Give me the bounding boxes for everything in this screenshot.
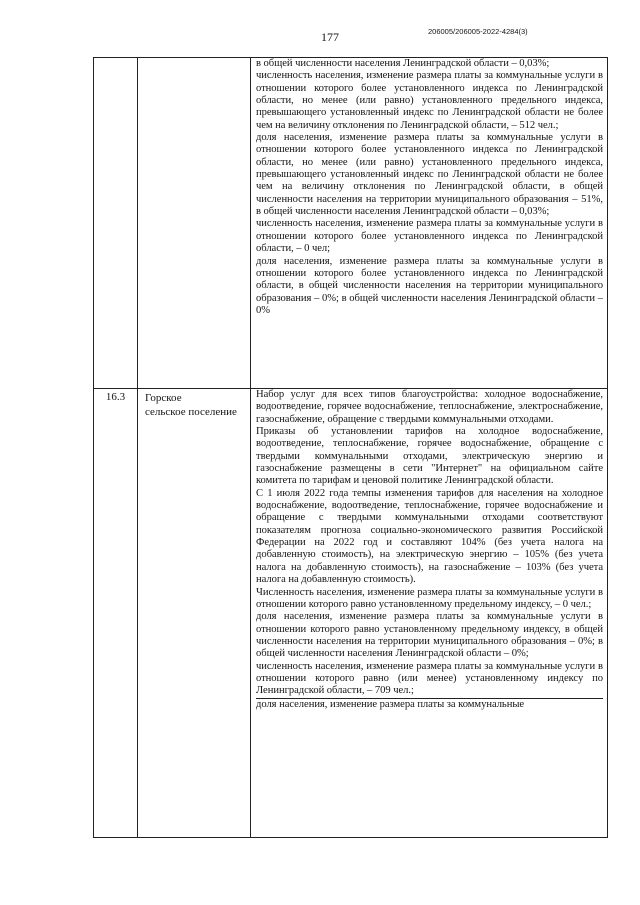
municipality-name-cell (138, 58, 251, 389)
paragraph: численность населения, изменение размера платы за коммунальные услуги в отношении которого более установленного индекса по Ленинградской области, – 0 чел; (256, 218, 603, 255)
municipality-name-line: сельское поселение (145, 406, 237, 418)
paragraph: доля населения, изменение размера платы за коммунальные услуги в отношении которого равно установленному предельному индексу, в общей численности населения на территории муниципального образования – 0%; в общей численности населения Ленинградской области – 0%; (256, 611, 603, 660)
paragraph: Приказы об установлении тарифов на холодное водоснабжение, водоотведение, теплоснабжение, горячее водоснабжение, обращение с твердыми коммунальными отходами, электрическую энергию и газоснабжение размещены в сети "Интернет" на официальном сайте комитета по тарифам и ценовой политике Ленинградской области. (256, 426, 603, 487)
municipality-name-cell (138, 389, 251, 838)
paragraph: доля населения, изменение размера платы за коммунальные услуги в отношении которого более установленного индекса по Ленинградской области, в общей численности населения на территории муниципального образования – 0%; в общей численности населения Ленинградской области – 0% (256, 255, 603, 316)
paragraph: численность населения, изменение размера платы за коммунальные услуги в отношении которого более установленного индекса по Ленинградской области, но менее (или равно) установленного предельного индекса, превышающего установленный индекс по Ленинградской области не более чем на величину отклонения по Ленинградской области, – 512 чел.; (256, 70, 603, 131)
paragraph: Численность населения, изменение размера платы за коммунальные услуги в отношении которого равно установленному предельному индексу, – 0 чел.; (256, 586, 603, 610)
description-cell (251, 389, 608, 838)
document-code: 206005/206005-2022-4284(3) (428, 27, 528, 36)
paragraph: доля населения, изменение размера платы за коммунальные услуги в отношении которого более установленного индекса по Ленинградской области, но менее (или равно) установленного предельного индекса, превышающего установленный индекс по Ленинградской области не более чем на величину отклонения по Ленинградской области, в общей численности населения на территории муниципального образования – 51%, в общей численности населения Ленинградской области – 0,03%; (256, 132, 603, 218)
description-cell (251, 58, 608, 389)
paragraph: доля населения, изменение размера платы за коммунальные (256, 698, 525, 710)
paragraph: Набор услуг для всех типов благоустройства: холодное водоснабжение, водоотведение, горячее водоснабжение, теплоснабжение, электроснабжение, газоснабжение, обращение с твердыми коммунальными отходами. (256, 389, 603, 425)
table-row (94, 389, 608, 838)
row-number-cell: 16.3 (94, 389, 138, 838)
paragraph: численность населения, изменение размера платы за коммунальные услуги в отношении которого равно (или менее) установленному индексу по Ленинградской области, – 709 чел.; (256, 661, 603, 699)
row-number-cell (94, 58, 138, 389)
table-row (94, 58, 608, 389)
paragraph: в общей численности населения Ленинградской области – 0,03%; (256, 58, 550, 69)
page-number: 177 (321, 30, 339, 44)
document-table (93, 57, 608, 838)
municipality-name-line: Горское (145, 392, 182, 404)
paragraph: С 1 июля 2022 года темпы изменения тарифов для населения на холодное водоснабжение, водоотведение, теплоснабжение, горячее водоснабжение и обращение с твердыми коммунальными отходами соответствуют показателям прогноза социально-экономического развития Российской Федерации на 2022 год и составляют 104% (без учета налога на добавленную стоимость), на электрическую энергию – 105% (без учета налога на добавленную стоимость), на газоснабжение – 103% (без учета налога на добавленную стоимость). (256, 487, 603, 586)
